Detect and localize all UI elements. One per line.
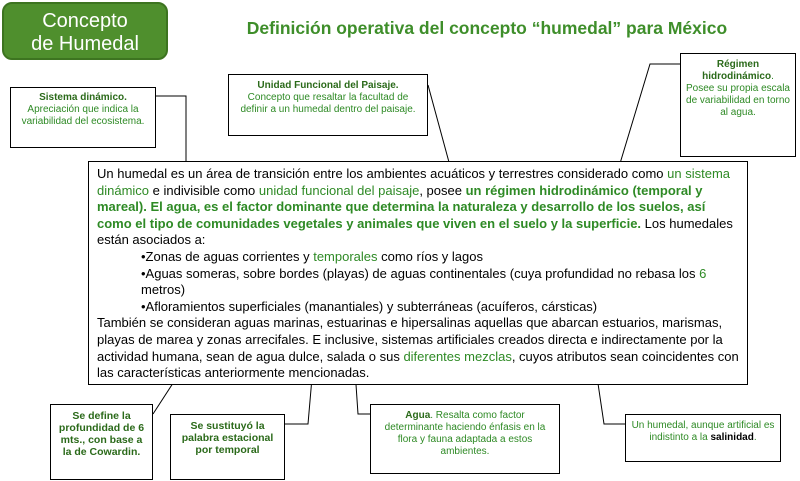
badge-line-2: de Humedal [31,33,139,55]
bullet-1-highlight: temporales [313,248,378,264]
page-title: Definición operativa del concepto “humedal” para México [246,18,728,38]
callout-regimen-text: Posee su propia escala de variabilidad en torno al agua. [686,83,790,118]
bullet-1 [97,249,739,266]
callout-agua-title: Agua [405,410,431,421]
p2-text-b: , cuyos atributos sean coincidentes con las características anteriormente mencionadas. [97,348,739,381]
callout-regimen-hidrodinamico [680,53,796,157]
callout-unidad-title: Unidad Funcional del Paisaje. [257,80,399,91]
callout-sistema-title: Sistema dinámico. [39,92,127,103]
callout-unidad-funcional [228,74,428,136]
callout-sistema-text: Apreciación que indica la variabilidad del ecosistema. [21,104,145,127]
p1-text-c: , posee [419,182,466,198]
bullet-2 [97,266,739,299]
callout-sustituyo-text: Se sustituyó la palabra estacional por temporal [181,420,274,456]
p1-highlight-regimen: un régimen hidrodinámico (temporal y mareal). El agua, es el factor dominante que determina la naturaleza y desarrollo de los suelos, así como el tipo de comunidades vegetales y animales que viven en el suelo y la superficie. [97,182,706,231]
bullet-1-text-b: como ríos y lagos [377,248,484,264]
p1-highlight-unidad: unidad funcional del paisaje [258,182,420,198]
callout-profundidad-text: Se define la profundidad de 6 mts., con base a la de Cowardin. [58,410,145,458]
callout-regimen-title: Régimen hidrodinámico [702,59,772,82]
p1-text-b: e indivisible como [149,182,259,198]
callout-profundidad [50,404,153,480]
p1-text-d: Los humedales están asociados a: [97,215,733,248]
bullet-2-text-a: •Aguas someras, sobre bordes (playas) de aguas continentales (cuya profundidad no rebasa los [141,265,700,281]
callout-humedal-artificial [625,414,781,462]
badge-line-1: Concepto [42,10,128,32]
bullet-3: •Afloramientos superficiales (manantiales) y subterráneas (acuíferos, cársticas) [141,298,598,314]
definition-box [88,161,748,385]
callout-agua-text: . Resalta como factor determinante haciendo énfasis en la flora y fauna adaptada a estos ambientes. [384,410,546,457]
p1-highlight-sistema: un sistema dinámico [97,166,731,198]
callout-sustituyo [170,414,285,480]
concept-badge [2,2,168,60]
bullet-1-text-a: •Zonas de aguas corrientes y [141,248,314,264]
p2-highlight-mezclas: diferentes mezclas [403,348,512,364]
callout-humedal-text: Un humedal, aunque artificial es indistinto a la [631,420,775,443]
callout-regimen-title-dot: . [771,71,774,82]
callout-humedal-end: . [753,432,757,443]
p1-text-a: Un humedal es un área de transición entre los ambientes acuáticos y terrestres considerado como [97,166,668,181]
callout-unidad-text: Concepto que resaltar la facultad de definir a un humedal dentro del paisaje. [240,92,416,115]
p2-text-a: También se consideran aguas marinas, estuarinas e hipersalinas aquellas que abarcan estuarios, marismas, playas de marea y zonas arrecifales. E inclusive, sistemas artificiales creados directa e indirectamente por la actividad humana, sean de agua dulce, salada o sus [97,315,723,364]
bullet-2-highlight: 6 [699,265,707,281]
callout-humedal-bold: salinidad [710,432,754,443]
callout-sistema-dinamico [10,87,156,148]
definition-paragraph-2 [97,315,739,381]
bullet-2-text-b: metros) [141,282,186,298]
callout-agua [370,404,560,474]
definition-paragraph-1 [97,166,739,249]
